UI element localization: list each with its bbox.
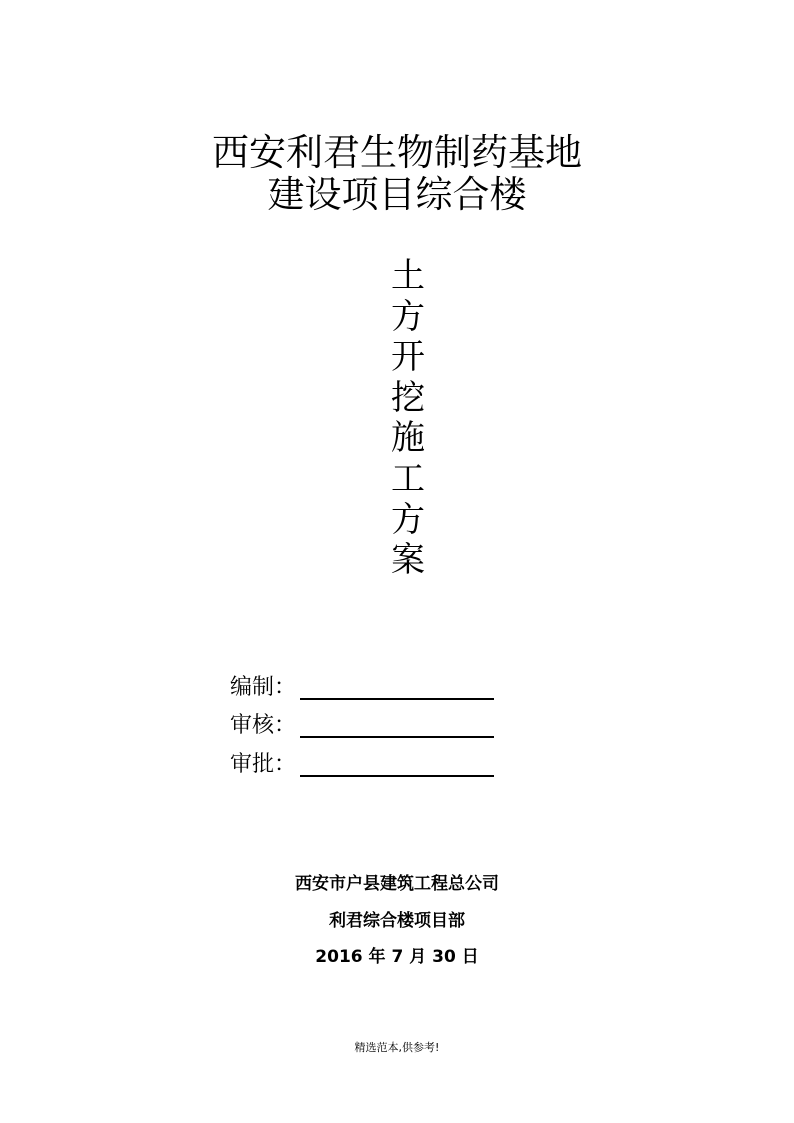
subtitle-char: 工 bbox=[391, 458, 425, 499]
vertical-subtitle bbox=[384, 256, 432, 581]
issuer-company: 西安市户县建筑工程总公司 bbox=[295, 874, 499, 894]
subtitle-char: 挖 bbox=[391, 377, 425, 418]
signature-block bbox=[230, 664, 494, 780]
subtitle-char: 施 bbox=[391, 418, 425, 459]
issue-date: 2016 年 7 月 30 日 bbox=[315, 947, 479, 967]
subtitle-char: 开 bbox=[391, 337, 425, 378]
title-line-2: 建设项目综合楼 bbox=[267, 173, 527, 216]
issuer-block bbox=[0, 866, 794, 976]
subtitle-char: 方 bbox=[391, 296, 425, 337]
subtitle-char: 方 bbox=[391, 499, 425, 540]
signature-line-reviewed bbox=[300, 711, 494, 738]
subtitle-char: 土 bbox=[391, 256, 425, 296]
signature-label-approved: 审批： bbox=[230, 751, 297, 777]
signature-row-approved bbox=[230, 741, 494, 780]
signature-label-compiled: 编制： bbox=[230, 674, 297, 700]
title-line-1: 西安利君生物制药基地 bbox=[212, 131, 582, 174]
subtitle-char: 案 bbox=[391, 540, 425, 581]
signature-line-compiled bbox=[300, 673, 494, 700]
signature-row-compiled bbox=[230, 664, 494, 703]
document-title bbox=[0, 132, 794, 216]
issuer-department: 利君综合楼项目部 bbox=[329, 910, 465, 931]
footer-note: 精选范本,供参考! bbox=[354, 1041, 440, 1054]
signature-label-reviewed: 审核： bbox=[230, 713, 297, 738]
signature-row-reviewed bbox=[230, 703, 494, 742]
signature-line-approved bbox=[300, 750, 494, 777]
